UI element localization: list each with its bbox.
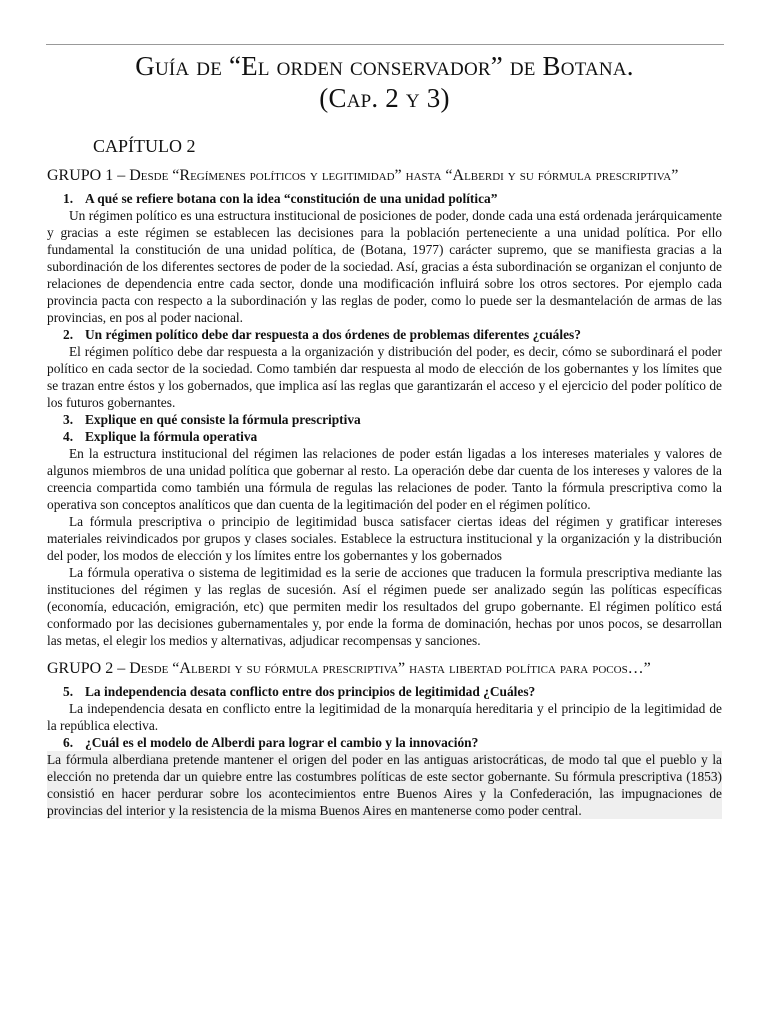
answer-5: La independencia desata en conflicto entre la legitimidad de la monarquía hereditaria y el principio de la legitimidad de la república electiva. bbox=[47, 701, 722, 733]
title-line-1: Guía de “El orden conservador” de Botana. bbox=[135, 51, 634, 81]
answer-2: El régimen político debe dar respuesta a la organización y distribución del poder, es decir, cómo se subordinará el poder político en cada sector de la sociedad. Como también dar respuesta al modo de elección de los gobernantes y los límites que se trazan entre éstos y los gobernados, que implica así las reglas que garantizarán el acceso y el ejercicio del poder político de los futuros gobernantes. bbox=[47, 344, 722, 410]
question-4-text: Explique la fórmula operativa bbox=[85, 429, 258, 444]
title-line-2: (Cap. 2 y 3) bbox=[319, 83, 450, 113]
question-6-number: 6. bbox=[63, 735, 74, 750]
group-2-label: GRUPO 2 bbox=[47, 660, 114, 677]
group-2-heading bbox=[47, 659, 722, 679]
question-6 bbox=[47, 734, 722, 751]
document-title bbox=[47, 50, 722, 114]
group-1-heading bbox=[47, 166, 722, 186]
question-3 bbox=[47, 411, 722, 428]
question-4-number: 4. bbox=[63, 429, 74, 444]
answer-6: La fórmula alberdiana pretende mantener el origen del poder en las antiguas aristocráticas, de modo tal que el pueblo y la elección no pretenda dar un quiebre entre las costumbres políticas de este sector gobernante. Su fórmula prescriptiva (1853) consistió en hacer perdurar sobre los acontecimientos entre Buenos Aires y la Confederación, las impugnaciones de provincias del interior y la resistencia de la misma Buenos Aires en mantenerse como poder central. bbox=[47, 752, 722, 818]
question-2 bbox=[47, 326, 722, 343]
question-5 bbox=[47, 683, 722, 700]
answer-4-paragraph-3: La fórmula operativa o sistema de legitimidad es la serie de acciones que traducen la formula prescriptiva mediante las instituciones del régimen y las reglas de sucesión. Así el régimen puede ser analizado según las políticas específicas (economía, educación, emigración, etc) que permiten medir los resultados del grupo gobernante. El régimen político está conformado por las decisiones gubernamentales y, por ende la forma de dominación, hechas por unos pocos, se desarrollan las metas, el elegir los medios y alternativas, adjudicar recompensas y sanciones. bbox=[47, 565, 722, 648]
question-3-text: Explique en qué consiste la fórmula prescriptiva bbox=[85, 412, 361, 427]
group-2-heading-text: – Desde “Alberdi y su fórmula prescriptiva” hasta libertad política para pocos…” bbox=[117, 660, 651, 677]
group-1-label: GRUPO 1 bbox=[47, 167, 114, 184]
top-rule bbox=[46, 44, 724, 45]
answer-4-paragraph-2: La fórmula prescriptiva o principio de legitimidad busca satisfacer ciertas ideas del régimen y gratificar intereses materiales reivindicados por grupos y clases sociales. Establece la estructura institucional y la organización y la distribución del poder, los modos de elección y los límites entre los gobernantes y los gobernados bbox=[47, 514, 722, 563]
answer-1: Un régimen político es una estructura institucional de posiciones de poder, donde cada una está ordenada jerárquicamente y gracias a este régimen se establecen las decisiones para la población perteneciente a una unidad política. Por ello fundamental la constitución de una unidad política, de (Botana, 1977) carácter supremo, que se manifiesta gracias a la subordinación de los diferentes sectores de poder de la sociedad. Así, gracias a ésta subordinación se organizan el conjunto de relaciones de dependencia entre cada sector, donde una modificación influirá sobre los otros sectores. Por ejemplo cada provincia pacta con respecto a la subordinación y las reglas de poder, como lo puede ser la desmantelación de armas de las provincias, en pos al poder nacional. bbox=[47, 208, 722, 325]
question-2-text: Un régimen político debe dar respuesta a dos órdenes de problemas diferentes ¿cuáles? bbox=[85, 327, 581, 342]
question-6-text: ¿Cuál es el modelo de Alberdi para lograr el cambio y la innovación? bbox=[85, 735, 479, 750]
question-5-text: La independencia desata conflicto entre dos principios de legitimidad ¿Cuáles? bbox=[85, 684, 536, 699]
question-5-number: 5. bbox=[63, 684, 74, 699]
answer-4-paragraph-1: En la estructura institucional del régimen las relaciones de poder están ligadas a los intereses materiales y valores de algunos miembros de una unidad política que gobernar al resto. La operación debe dar cuenta de los intereses y valores de la creencia compartida como también una fórmula de regulas las relaciones de poder. Tanto la fórmula prescriptiva como la operativa son conceptos analíticos que dan cuenta de la legitimación del poder en el régimen político. bbox=[47, 446, 722, 512]
document-page bbox=[47, 50, 722, 819]
question-1-text: A qué se refiere botana con la idea “constitución de una unidad política” bbox=[85, 191, 498, 206]
question-4 bbox=[47, 428, 722, 445]
question-1 bbox=[47, 190, 722, 207]
group-1-heading-text: – Desde “Regímenes políticos y legitimidad” hasta “Alberdi y su fórmula prescriptiva” bbox=[117, 167, 679, 184]
question-3-number: 3. bbox=[63, 412, 74, 427]
question-2-number: 2. bbox=[63, 327, 74, 342]
chapter-heading: CAPÍTULO 2 bbox=[93, 136, 196, 156]
question-1-number: 1. bbox=[63, 191, 74, 206]
